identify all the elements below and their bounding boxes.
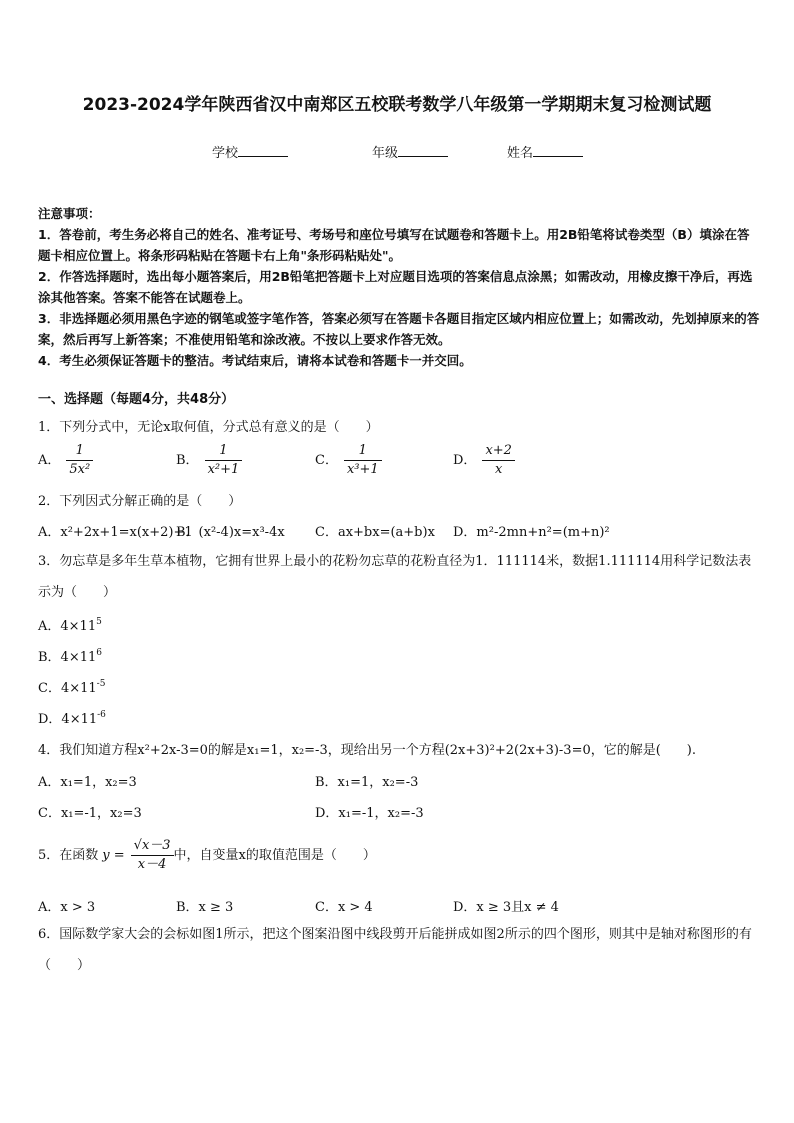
q1-option-a[interactable] [38, 442, 93, 479]
option-text: D．4×11 [38, 712, 98, 727]
notes-block [38, 203, 760, 371]
q5-option-b[interactable]: B．x ≥ 3 [176, 900, 234, 915]
denominator: x－4 [137, 857, 167, 872]
page-title: 2023-2024学年陕西省汉中南郑区五校联考数学八年级第一学期期末复习检测试题 [82, 95, 712, 115]
option-text: A．4×11 [38, 619, 97, 634]
grade-label: 年级 [372, 146, 399, 161]
question-1-stem: 1．下列分式中，无论x取何值，分式总有意义的是（ ） [38, 420, 379, 435]
exponent: 5 [96, 617, 102, 627]
school-label: 学校 [212, 146, 239, 161]
fraction [66, 442, 93, 479]
option-label: D． [453, 453, 477, 468]
numerator: √x－3 [131, 837, 174, 856]
q5-option-a[interactable]: A．x > 3 [38, 900, 96, 915]
question-3-stem: 3．勿忘草是多年生草本植物，它拥有世界上最小的花粉勿忘草的花粉直径为1．111114米，数据1.111114用科学记数法表示为（ ） [38, 554, 752, 600]
stem-prefix: 5．在函数 [38, 848, 99, 863]
note-item: 4．考生必须保证答题卡的整洁。考试结束后，请将本试卷和答题卡一并交回。 [38, 353, 472, 368]
note-item: 2．作答选择题时，选出每小题答案后，用2B铅笔把答题卡上对应题目选项的答案信息点涂黑；如需改动，用橡皮擦干净后，再选涂其他答案。答案不能答在试题卷上。 [38, 269, 753, 305]
fraction [482, 442, 515, 479]
fraction [344, 442, 382, 479]
note-item: 3．非选择题必须用黑色字迹的钢笔或签字笔作答，答案必须写在答题卡各题目指定区域内相应位置上；如需改动，先划掉原来的答案，然后再写上新答案；不准使用铅笔和涂改液。不按以上要求作答无效。 [38, 311, 760, 347]
q3-option-c[interactable] [38, 677, 105, 696]
option-label: A． [38, 453, 61, 468]
q4-option-b[interactable]: B．x₁=1，x₂=-3 [315, 775, 419, 790]
question-5-stem [38, 837, 376, 874]
notes-heading: 注意事项： [38, 206, 101, 221]
q2-option-a[interactable]: A．x²+2x+1=x(x+2)+1 [38, 525, 193, 540]
denominator: 5x² [69, 462, 91, 477]
question-2-stem: 2．下列因式分解正确的是（ ） [38, 494, 242, 509]
section-heading: 一、选择题（每题4分，共48分） [38, 392, 235, 407]
q2-option-d[interactable]: D．m²-2mn+n²=(m+n)² [453, 525, 610, 540]
exponent: -6 [97, 710, 106, 720]
numerator: x+2 [482, 442, 515, 461]
name-label: 姓名 [507, 146, 534, 161]
option-text: C．4×11 [38, 681, 97, 696]
option-text: B．4×11 [38, 650, 97, 665]
stem-suffix: 中，自变量x的取值范围是（ ） [173, 848, 376, 863]
denominator: x³+1 [346, 462, 379, 477]
q2-option-b[interactable]: B．(x²-4)x=x³-4x [176, 525, 285, 540]
fraction [205, 442, 243, 479]
grade-field[interactable] [372, 142, 448, 161]
option-label: B． [176, 453, 199, 468]
q4-option-d[interactable]: D．x₁=-1，x₂=-3 [315, 806, 424, 821]
function-y: y = [102, 848, 125, 863]
q1-option-d[interactable] [453, 442, 515, 479]
q3-option-d[interactable] [38, 708, 106, 727]
exponent: -5 [96, 679, 106, 689]
numerator: 1 [344, 442, 382, 461]
q5-option-d[interactable]: D．x ≥ 3且x ≠ 4 [453, 900, 559, 915]
q3-option-a[interactable] [38, 615, 102, 634]
q1-option-b[interactable] [176, 442, 242, 479]
q5-option-c[interactable]: C．x > 4 [315, 900, 373, 915]
denominator: x²+1 [207, 462, 240, 477]
question-6-stem: 6．国际数学家大会的会标如图1所示，把这个图案沿图中线段剪开后能拼成如图2所示的四个图形，则其中是轴对称图形的有（ ） [38, 927, 752, 973]
school-field[interactable] [212, 142, 288, 161]
function-fraction [131, 837, 174, 874]
numerator: 1 [205, 442, 243, 461]
q2-option-c[interactable]: C．ax+bx=(a+b)x [315, 525, 435, 540]
note-item: 1．答卷前，考生务必将自己的姓名、准考证号、考场号和座位号填写在试题卷和答题卡上。用2B铅笔将试卷类型（B）填涂在答题卡相应位置上。将条形码粘贴在答题卡右上角"条形码粘贴处"。 [38, 227, 750, 263]
numerator: 1 [66, 442, 93, 461]
q3-option-b[interactable] [38, 646, 102, 665]
name-field[interactable] [507, 142, 583, 161]
q4-option-a[interactable]: A．x₁=1，x₂=3 [38, 775, 137, 790]
q1-option-c[interactable] [315, 442, 382, 479]
question-4-stem: 4．我们知道方程x²+2x-3=0的解是x₁=1，x₂=-3，现给出另一个方程(2x+3)²+2(2x+3)-3=0，它的解是( ). [38, 743, 697, 758]
q4-option-c[interactable]: C．x₁=-1，x₂=3 [38, 806, 142, 821]
option-label: C． [315, 453, 338, 468]
denominator: x [495, 462, 503, 477]
exponent: 6 [96, 648, 102, 658]
